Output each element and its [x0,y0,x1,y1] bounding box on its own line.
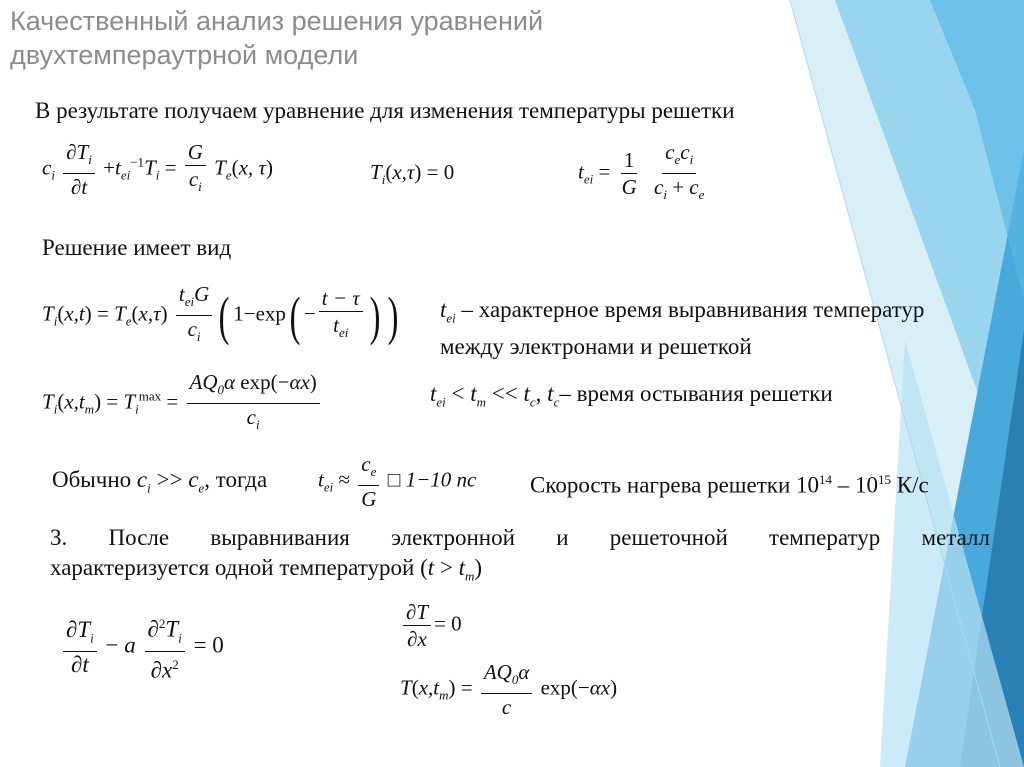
equation-lattice-heat: $c_i$ $\frac{\partial T_i}{\partial t}$ $+t_{ei}^{-1}T_i$ = $\frac{G}{c_i}$ $T_e(x$, τ) [42,140,273,200]
step-3-close: ) [474,555,483,580]
cooling-time-text: $t_{ei} < t_m << t_c$, $t_c-$ время остывания решетки [430,381,833,410]
tei-desc-line-1: – характерное время выравнивания температур [461,297,925,322]
usually-label: Обычно [52,467,132,492]
step-3-line-1: 3. После выравнивания электронной и решеточной температур металл [50,525,990,550]
equation-heat-conduction: $\frac{\partial T_i}{\partial t}$ − a $\frac{\partial^2T_i}{\partial x^2}$ = 0 [60,612,224,683]
solution-text: Решение имеет вид [42,235,232,260]
then-label: , тогда [204,467,268,492]
equation-boundary-condition: $\frac{\partial T}{\partial x}$ = 0 [400,600,462,651]
tei-desc-line-2: между электронами и решеткой [440,333,752,359]
heating-unit: К/с [891,472,929,498]
range-value: 1−10 пс [405,467,477,492]
equation-solution: $T_i(x,t) = T_e(x,\tau)$ $\frac{t_{ei}G}{c_i}$ ( 1−exp( − $\frac{t - \tau}{t_{ei}}$ ) ) [42,282,399,346]
usually-text: Обычно $c_i >> c_e$, тогда [52,467,268,496]
heating-exp-2: 15 [878,472,892,487]
heating-rate-label: Скорость нагрева решетки 10 [530,472,820,498]
slide-title [10,4,543,72]
cooling-desc: – время остывания решетки [559,381,833,406]
equation-max-temperature: $T_i(x,t_m) = T_i^{max}$ = $\frac{AQ_0\alpha \exp(-\alpha x)}{c_i}$ [42,370,323,437]
equation-initial-condition: $T_i(x,\tau) = 0$ [370,160,455,188]
heating-dash: – 10 [832,472,879,498]
title-line-2: двухтемпераутрной модели [10,40,359,70]
tei-description: $t_{ei}$ – характерное время выравнивания температур между электронами и решеткой [440,297,925,359]
step-3-line-2: характеризуется одной температурой $(t > t_m)$ [50,555,483,584]
heating-rate-text [530,466,929,500]
equation-tei-estimate: $t_{ei}$ ≈ $\frac{c_e}{G}$ □ 1−10 пс [318,452,477,512]
step-3-text: характеризуется одной температурой ( [50,555,428,580]
equation-tei-definition: $t_{ei}$ = $\frac{1}{G}$ $\frac{c_ec_i}{c_i + c_e}$ [578,140,705,203]
equation-final-temperature: $T(x,t_m)$ = $\frac{AQ_0\alpha}{c}$ exp(−αx) [400,660,618,720]
result-text: В результате получаем уравнение для изменения температуры решетки [35,98,735,123]
title-line-1: Качественный анализ решения уравнений [10,6,544,36]
heating-exp-1: 14 [819,472,833,487]
